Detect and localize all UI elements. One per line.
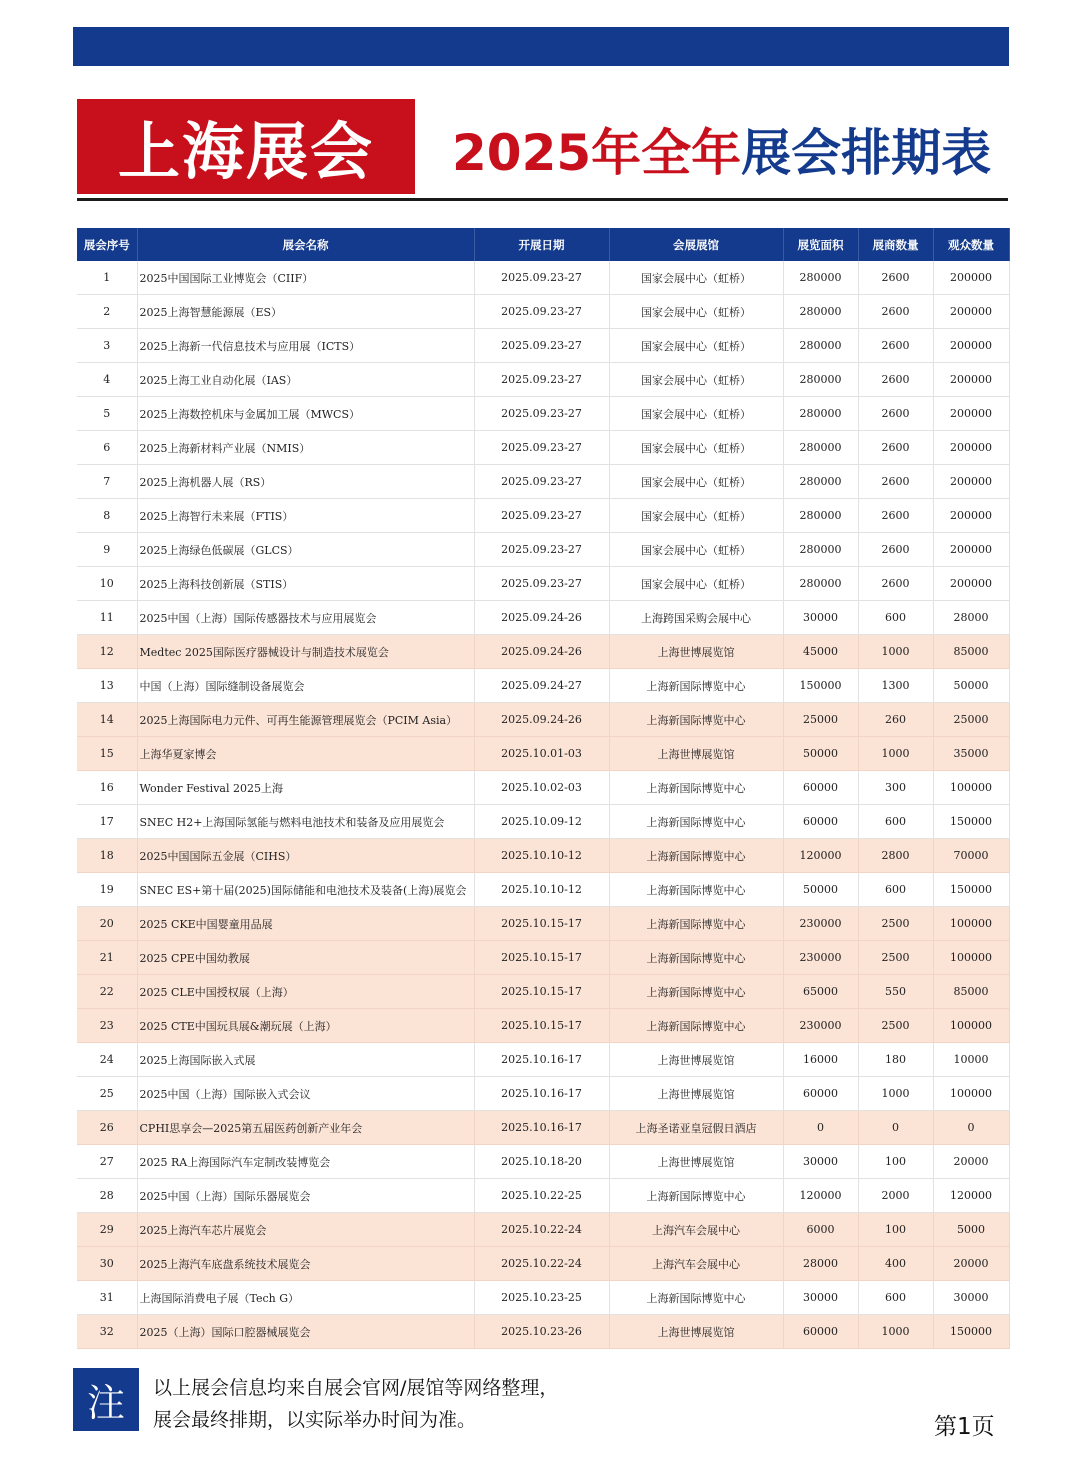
- cell-date: 2025.10.16-17: [474, 1077, 609, 1111]
- cell-date: 2025.09.23-27: [474, 431, 609, 465]
- table-row: [77, 1179, 1009, 1213]
- cell-visitors: 50000: [933, 669, 1009, 703]
- table-row: [77, 1315, 1009, 1349]
- cell-area: 60000: [783, 1077, 858, 1111]
- cell-visitors: 5000: [933, 1213, 1009, 1247]
- table-row: [77, 873, 1009, 907]
- cell-visitors: 100000: [933, 907, 1009, 941]
- cell-area: 0: [783, 1111, 858, 1145]
- cell-area: 28000: [783, 1247, 858, 1281]
- cell-date: 2025.09.24-26: [474, 635, 609, 669]
- cell-name: Medtec 2025国际医疗器械设计与制造技术展览会: [137, 635, 474, 669]
- cell-exhibitors: 2600: [858, 431, 933, 465]
- cell-no: 4: [77, 363, 137, 397]
- cell-visitors: 85000: [933, 975, 1009, 1009]
- cell-venue: 上海新国际博览中心: [609, 941, 783, 975]
- cell-venue: 上海世博展览馆: [609, 1145, 783, 1179]
- cell-name: 上海华夏家博会: [137, 737, 474, 771]
- cell-no: 3: [77, 329, 137, 363]
- page-title-blue: 展会排期表: [741, 124, 992, 182]
- cell-no: 1: [77, 261, 137, 295]
- cell-date: 2025.10.10-12: [474, 839, 609, 873]
- table-row: [77, 975, 1009, 1009]
- cell-visitors: 200000: [933, 567, 1009, 601]
- cell-name: 2025上海工业自动化展（IAS）: [137, 363, 474, 397]
- cell-date: 2025.09.24-27: [474, 669, 609, 703]
- cell-visitors: 200000: [933, 397, 1009, 431]
- cell-venue: 上海汽车会展中心: [609, 1213, 783, 1247]
- cell-no: 14: [77, 703, 137, 737]
- cell-venue: 上海新国际博览中心: [609, 1179, 783, 1213]
- cell-exhibitors: 2600: [858, 465, 933, 499]
- cell-no: 31: [77, 1281, 137, 1315]
- cell-name: 2025中国（上海）国际乐器展览会: [137, 1179, 474, 1213]
- cell-date: 2025.09.24-26: [474, 601, 609, 635]
- cell-visitors: 200000: [933, 533, 1009, 567]
- cell-exhibitors: 2800: [858, 839, 933, 873]
- cell-name: 2025中国（上海）国际传感器技术与应用展览会: [137, 601, 474, 635]
- table-row: [77, 669, 1009, 703]
- cell-name: 2025上海绿色低碳展（GLCS）: [137, 533, 474, 567]
- cell-name: 2025上海机器人展（RS）: [137, 465, 474, 499]
- cell-date: 2025.09.23-27: [474, 533, 609, 567]
- table-row: [77, 499, 1009, 533]
- table-row: [77, 261, 1009, 295]
- cell-visitors: 200000: [933, 465, 1009, 499]
- cell-exhibitors: 0: [858, 1111, 933, 1145]
- cell-date: 2025.10.15-17: [474, 941, 609, 975]
- cell-exhibitors: 1000: [858, 1077, 933, 1111]
- cell-area: 280000: [783, 295, 858, 329]
- col-header-exhibitors: 展商数量: [858, 228, 933, 261]
- cell-visitors: 100000: [933, 941, 1009, 975]
- table-row: [77, 567, 1009, 601]
- table-row: [77, 431, 1009, 465]
- cell-area: 120000: [783, 1179, 858, 1213]
- table-row: [77, 1043, 1009, 1077]
- cell-no: 17: [77, 805, 137, 839]
- cell-visitors: 20000: [933, 1145, 1009, 1179]
- cell-exhibitors: 100: [858, 1213, 933, 1247]
- cell-area: 50000: [783, 873, 858, 907]
- cell-no: 24: [77, 1043, 137, 1077]
- note-text: [153, 1372, 558, 1436]
- cell-name: 2025 CPE中国幼教展: [137, 941, 474, 975]
- cell-date: 2025.09.23-27: [474, 499, 609, 533]
- cell-exhibitors: 2600: [858, 295, 933, 329]
- cell-name: 2025中国国际工业博览会（CIIF）: [137, 261, 474, 295]
- table-row: [77, 465, 1009, 499]
- cell-visitors: 200000: [933, 363, 1009, 397]
- cell-date: 2025.10.22-25: [474, 1179, 609, 1213]
- cell-exhibitors: 600: [858, 601, 933, 635]
- table-row: [77, 771, 1009, 805]
- cell-venue: 上海新国际博览中心: [609, 1281, 783, 1315]
- cell-no: 6: [77, 431, 137, 465]
- cell-visitors: 150000: [933, 1315, 1009, 1349]
- cell-exhibitors: 2600: [858, 567, 933, 601]
- table-row: [77, 329, 1009, 363]
- cell-no: 15: [77, 737, 137, 771]
- cell-no: 28: [77, 1179, 137, 1213]
- cell-name: 2025（上海）国际口腔器械展览会: [137, 1315, 474, 1349]
- cell-name: 2025上海新材料产业展（NMIS）: [137, 431, 474, 465]
- note-label: 注: [86, 1381, 125, 1425]
- cell-venue: 国家会展中心（虹桥）: [609, 329, 783, 363]
- cell-venue: 上海世博展览馆: [609, 1043, 783, 1077]
- cell-name: SNEC H2+上海国际氢能与燃料电池技术和装备及应用展览会: [137, 805, 474, 839]
- cell-visitors: 0: [933, 1111, 1009, 1145]
- cell-name: 2025上海科技创新展（STIS）: [137, 567, 474, 601]
- cell-visitors: 200000: [933, 431, 1009, 465]
- cell-exhibitors: 550: [858, 975, 933, 1009]
- cell-visitors: 200000: [933, 295, 1009, 329]
- col-header-date: 开展日期: [474, 228, 609, 261]
- page-title: [452, 112, 991, 186]
- brand-title-box: [77, 99, 415, 194]
- cell-visitors: 100000: [933, 1009, 1009, 1043]
- cell-visitors: 85000: [933, 635, 1009, 669]
- cell-visitors: 70000: [933, 839, 1009, 873]
- cell-date: 2025.10.23-26: [474, 1315, 609, 1349]
- table-row: [77, 1281, 1009, 1315]
- table-row: [77, 839, 1009, 873]
- cell-visitors: 150000: [933, 873, 1009, 907]
- cell-no: 21: [77, 941, 137, 975]
- page-title-red: 2025年全年: [452, 124, 742, 182]
- cell-exhibitors: 2000: [858, 1179, 933, 1213]
- table-row: [77, 1145, 1009, 1179]
- cell-visitors: 200000: [933, 499, 1009, 533]
- cell-venue: 上海世博展览馆: [609, 1315, 783, 1349]
- col-header-area: 展览面积: [783, 228, 858, 261]
- cell-name: 2025 CTE中国玩具展&潮玩展（上海）: [137, 1009, 474, 1043]
- cell-area: 280000: [783, 533, 858, 567]
- cell-exhibitors: 2600: [858, 533, 933, 567]
- cell-exhibitors: 2500: [858, 941, 933, 975]
- note-line-1: 以上展会信息均来自展会官网/展馆等网络整理，: [153, 1377, 559, 1399]
- cell-name: 2025上海汽车底盘系统技术展览会: [137, 1247, 474, 1281]
- cell-exhibitors: 2600: [858, 499, 933, 533]
- cell-no: 8: [77, 499, 137, 533]
- table-row: [77, 1247, 1009, 1281]
- cell-venue: 上海圣诺亚皇冠假日酒店: [609, 1111, 783, 1145]
- cell-no: 9: [77, 533, 137, 567]
- cell-area: 16000: [783, 1043, 858, 1077]
- cell-date: 2025.10.16-17: [474, 1043, 609, 1077]
- page-number: 第1页: [934, 1414, 995, 1440]
- cell-name: SNEC ES+第十届(2025)国际储能和电池技术及装备(上海)展览会: [137, 873, 474, 907]
- cell-visitors: 150000: [933, 805, 1009, 839]
- cell-date: 2025.10.16-17: [474, 1111, 609, 1145]
- cell-venue: 国家会展中心（虹桥）: [609, 567, 783, 601]
- cell-no: 19: [77, 873, 137, 907]
- cell-exhibitors: 1300: [858, 669, 933, 703]
- cell-exhibitors: 100: [858, 1145, 933, 1179]
- cell-visitors: 200000: [933, 329, 1009, 363]
- cell-date: 2025.09.23-27: [474, 363, 609, 397]
- cell-area: 30000: [783, 601, 858, 635]
- cell-name: 2025上海国际电力元件、可再生能源管理展览会（PCIM Asia）: [137, 703, 474, 737]
- col-header-visitors: 观众数量: [933, 228, 1009, 261]
- cell-area: 280000: [783, 329, 858, 363]
- cell-area: 30000: [783, 1145, 858, 1179]
- cell-date: 2025.09.23-27: [474, 465, 609, 499]
- cell-date: 2025.10.15-17: [474, 907, 609, 941]
- cell-venue: 上海新国际博览中心: [609, 975, 783, 1009]
- cell-visitors: 35000: [933, 737, 1009, 771]
- cell-exhibitors: 2600: [858, 397, 933, 431]
- table-header-row: [77, 228, 1009, 261]
- cell-venue: 上海新国际博览中心: [609, 771, 783, 805]
- cell-name: 中国（上海）国际缝制设备展览会: [137, 669, 474, 703]
- cell-area: 230000: [783, 907, 858, 941]
- cell-venue: 国家会展中心（虹桥）: [609, 431, 783, 465]
- cell-area: 280000: [783, 431, 858, 465]
- cell-exhibitors: 400: [858, 1247, 933, 1281]
- cell-no: 7: [77, 465, 137, 499]
- cell-area: 280000: [783, 363, 858, 397]
- cell-no: 2: [77, 295, 137, 329]
- cell-venue: 上海新国际博览中心: [609, 839, 783, 873]
- cell-date: 2025.09.23-27: [474, 567, 609, 601]
- cell-name: 2025上海智行未来展（FTIS）: [137, 499, 474, 533]
- cell-visitors: 28000: [933, 601, 1009, 635]
- cell-area: 280000: [783, 567, 858, 601]
- cell-area: 230000: [783, 941, 858, 975]
- cell-no: 22: [77, 975, 137, 1009]
- cell-visitors: 25000: [933, 703, 1009, 737]
- cell-date: 2025.09.23-27: [474, 397, 609, 431]
- cell-visitors: 10000: [933, 1043, 1009, 1077]
- cell-venue: 上海新国际博览中心: [609, 805, 783, 839]
- cell-area: 280000: [783, 397, 858, 431]
- cell-area: 60000: [783, 805, 858, 839]
- cell-venue: 上海新国际博览中心: [609, 907, 783, 941]
- cell-date: 2025.10.09-12: [474, 805, 609, 839]
- table-row: [77, 363, 1009, 397]
- cell-date: 2025.09.23-27: [474, 261, 609, 295]
- cell-name: 2025上海汽车芯片展览会: [137, 1213, 474, 1247]
- col-header-no: 展会序号: [77, 228, 137, 261]
- cell-date: 2025.09.23-27: [474, 329, 609, 363]
- cell-date: 2025.10.10-12: [474, 873, 609, 907]
- cell-area: 65000: [783, 975, 858, 1009]
- cell-venue: 上海世博展览馆: [609, 635, 783, 669]
- title-divider: [77, 198, 1008, 201]
- cell-date: 2025.10.15-17: [474, 1009, 609, 1043]
- cell-name: 2025 RA上海国际汽车定制改装博览会: [137, 1145, 474, 1179]
- table-row: [77, 601, 1009, 635]
- cell-exhibitors: 2500: [858, 907, 933, 941]
- cell-exhibitors: 2600: [858, 363, 933, 397]
- cell-no: 30: [77, 1247, 137, 1281]
- cell-name: Wonder Festival 2025上海: [137, 771, 474, 805]
- cell-visitors: 100000: [933, 1077, 1009, 1111]
- cell-no: 10: [77, 567, 137, 601]
- cell-exhibitors: 260: [858, 703, 933, 737]
- cell-name: 2025上海数控机床与金属加工展（MWCS）: [137, 397, 474, 431]
- cell-date: 2025.10.02-03: [474, 771, 609, 805]
- cell-date: 2025.10.22-24: [474, 1213, 609, 1247]
- note-label-box: [73, 1368, 139, 1431]
- cell-date: 2025.10.22-24: [474, 1247, 609, 1281]
- cell-no: 18: [77, 839, 137, 873]
- table-row: [77, 295, 1009, 329]
- cell-area: 60000: [783, 771, 858, 805]
- cell-no: 5: [77, 397, 137, 431]
- cell-name: 2025中国国际五金展（CIHS）: [137, 839, 474, 873]
- cell-venue: 国家会展中心（虹桥）: [609, 363, 783, 397]
- cell-venue: 上海世博展览馆: [609, 1077, 783, 1111]
- cell-date: 2025.10.01-03: [474, 737, 609, 771]
- cell-exhibitors: 180: [858, 1043, 933, 1077]
- cell-name: 2025上海智慧能源展（ES）: [137, 295, 474, 329]
- cell-exhibitors: 2600: [858, 329, 933, 363]
- table-row: [77, 805, 1009, 839]
- cell-no: 29: [77, 1213, 137, 1247]
- cell-no: 25: [77, 1077, 137, 1111]
- cell-area: 280000: [783, 261, 858, 295]
- cell-exhibitors: 1000: [858, 737, 933, 771]
- cell-area: 230000: [783, 1009, 858, 1043]
- cell-date: 2025.09.24-26: [474, 703, 609, 737]
- cell-venue: 上海新国际博览中心: [609, 873, 783, 907]
- cell-exhibitors: 300: [858, 771, 933, 805]
- cell-exhibitors: 600: [858, 805, 933, 839]
- table-row: [77, 1213, 1009, 1247]
- cell-name: 2025 CLE中国授权展（上海）: [137, 975, 474, 1009]
- table-row: [77, 907, 1009, 941]
- cell-visitors: 120000: [933, 1179, 1009, 1213]
- cell-visitors: 20000: [933, 1247, 1009, 1281]
- cell-venue: 上海世博展览馆: [609, 737, 783, 771]
- cell-visitors: 100000: [933, 771, 1009, 805]
- cell-visitors: 200000: [933, 261, 1009, 295]
- cell-area: 280000: [783, 465, 858, 499]
- cell-name: 2025上海新一代信息技术与应用展（ICTS）: [137, 329, 474, 363]
- cell-name: 2025 CKE中国婴童用品展: [137, 907, 474, 941]
- cell-area: 60000: [783, 1315, 858, 1349]
- cell-no: 32: [77, 1315, 137, 1349]
- cell-exhibitors: 2500: [858, 1009, 933, 1043]
- cell-area: 45000: [783, 635, 858, 669]
- cell-venue: 国家会展中心（虹桥）: [609, 261, 783, 295]
- cell-area: 120000: [783, 839, 858, 873]
- cell-venue: 国家会展中心（虹桥）: [609, 465, 783, 499]
- cell-no: 12: [77, 635, 137, 669]
- cell-no: 23: [77, 1009, 137, 1043]
- table-row: [77, 1077, 1009, 1111]
- cell-no: 13: [77, 669, 137, 703]
- col-header-venue: 会展展馆: [609, 228, 783, 261]
- cell-venue: 上海新国际博览中心: [609, 703, 783, 737]
- cell-venue: 国家会展中心（虹桥）: [609, 499, 783, 533]
- cell-venue: 国家会展中心（虹桥）: [609, 397, 783, 431]
- cell-venue: 上海新国际博览中心: [609, 1009, 783, 1043]
- cell-name: 2025中国（上海）国际嵌入式会议: [137, 1077, 474, 1111]
- brand-title: 上海展会: [117, 115, 374, 188]
- cell-date: 2025.09.23-27: [474, 295, 609, 329]
- cell-exhibitors: 1000: [858, 635, 933, 669]
- cell-exhibitors: 600: [858, 1281, 933, 1315]
- cell-area: 25000: [783, 703, 858, 737]
- cell-date: 2025.10.15-17: [474, 975, 609, 1009]
- table-row: [77, 1009, 1009, 1043]
- cell-no: 27: [77, 1145, 137, 1179]
- cell-date: 2025.10.23-25: [474, 1281, 609, 1315]
- top-banner-bar: [73, 27, 1009, 66]
- cell-name: 2025上海国际嵌入式展: [137, 1043, 474, 1077]
- table-row: [77, 397, 1009, 431]
- cell-venue: 国家会展中心（虹桥）: [609, 533, 783, 567]
- table-row: [77, 533, 1009, 567]
- cell-exhibitors: 2600: [858, 261, 933, 295]
- cell-no: 11: [77, 601, 137, 635]
- cell-exhibitors: 600: [858, 873, 933, 907]
- table-row: [77, 1111, 1009, 1145]
- cell-date: 2025.10.18-20: [474, 1145, 609, 1179]
- cell-area: 6000: [783, 1213, 858, 1247]
- cell-visitors: 30000: [933, 1281, 1009, 1315]
- cell-exhibitors: 1000: [858, 1315, 933, 1349]
- cell-venue: 上海汽车会展中心: [609, 1247, 783, 1281]
- cell-area: 50000: [783, 737, 858, 771]
- table-row: [77, 703, 1009, 737]
- cell-area: 150000: [783, 669, 858, 703]
- cell-no: 26: [77, 1111, 137, 1145]
- cell-name: CPHI思享会—2025第五届医药创新产业年会: [137, 1111, 474, 1145]
- cell-venue: 上海新国际博览中心: [609, 669, 783, 703]
- cell-venue: 国家会展中心（虹桥）: [609, 295, 783, 329]
- table-row: [77, 737, 1009, 771]
- exhibition-schedule-table: [77, 228, 1010, 1349]
- note-line-2: 展会最终排期，以实际举办时间为准。: [153, 1409, 477, 1431]
- cell-area: 280000: [783, 499, 858, 533]
- col-header-name: 展会名称: [137, 228, 474, 261]
- table-row: [77, 635, 1009, 669]
- cell-venue: 上海跨国采购会展中心: [609, 601, 783, 635]
- cell-name: 上海国际消费电子展（Tech G）: [137, 1281, 474, 1315]
- cell-no: 16: [77, 771, 137, 805]
- cell-area: 30000: [783, 1281, 858, 1315]
- cell-no: 20: [77, 907, 137, 941]
- table-row: [77, 941, 1009, 975]
